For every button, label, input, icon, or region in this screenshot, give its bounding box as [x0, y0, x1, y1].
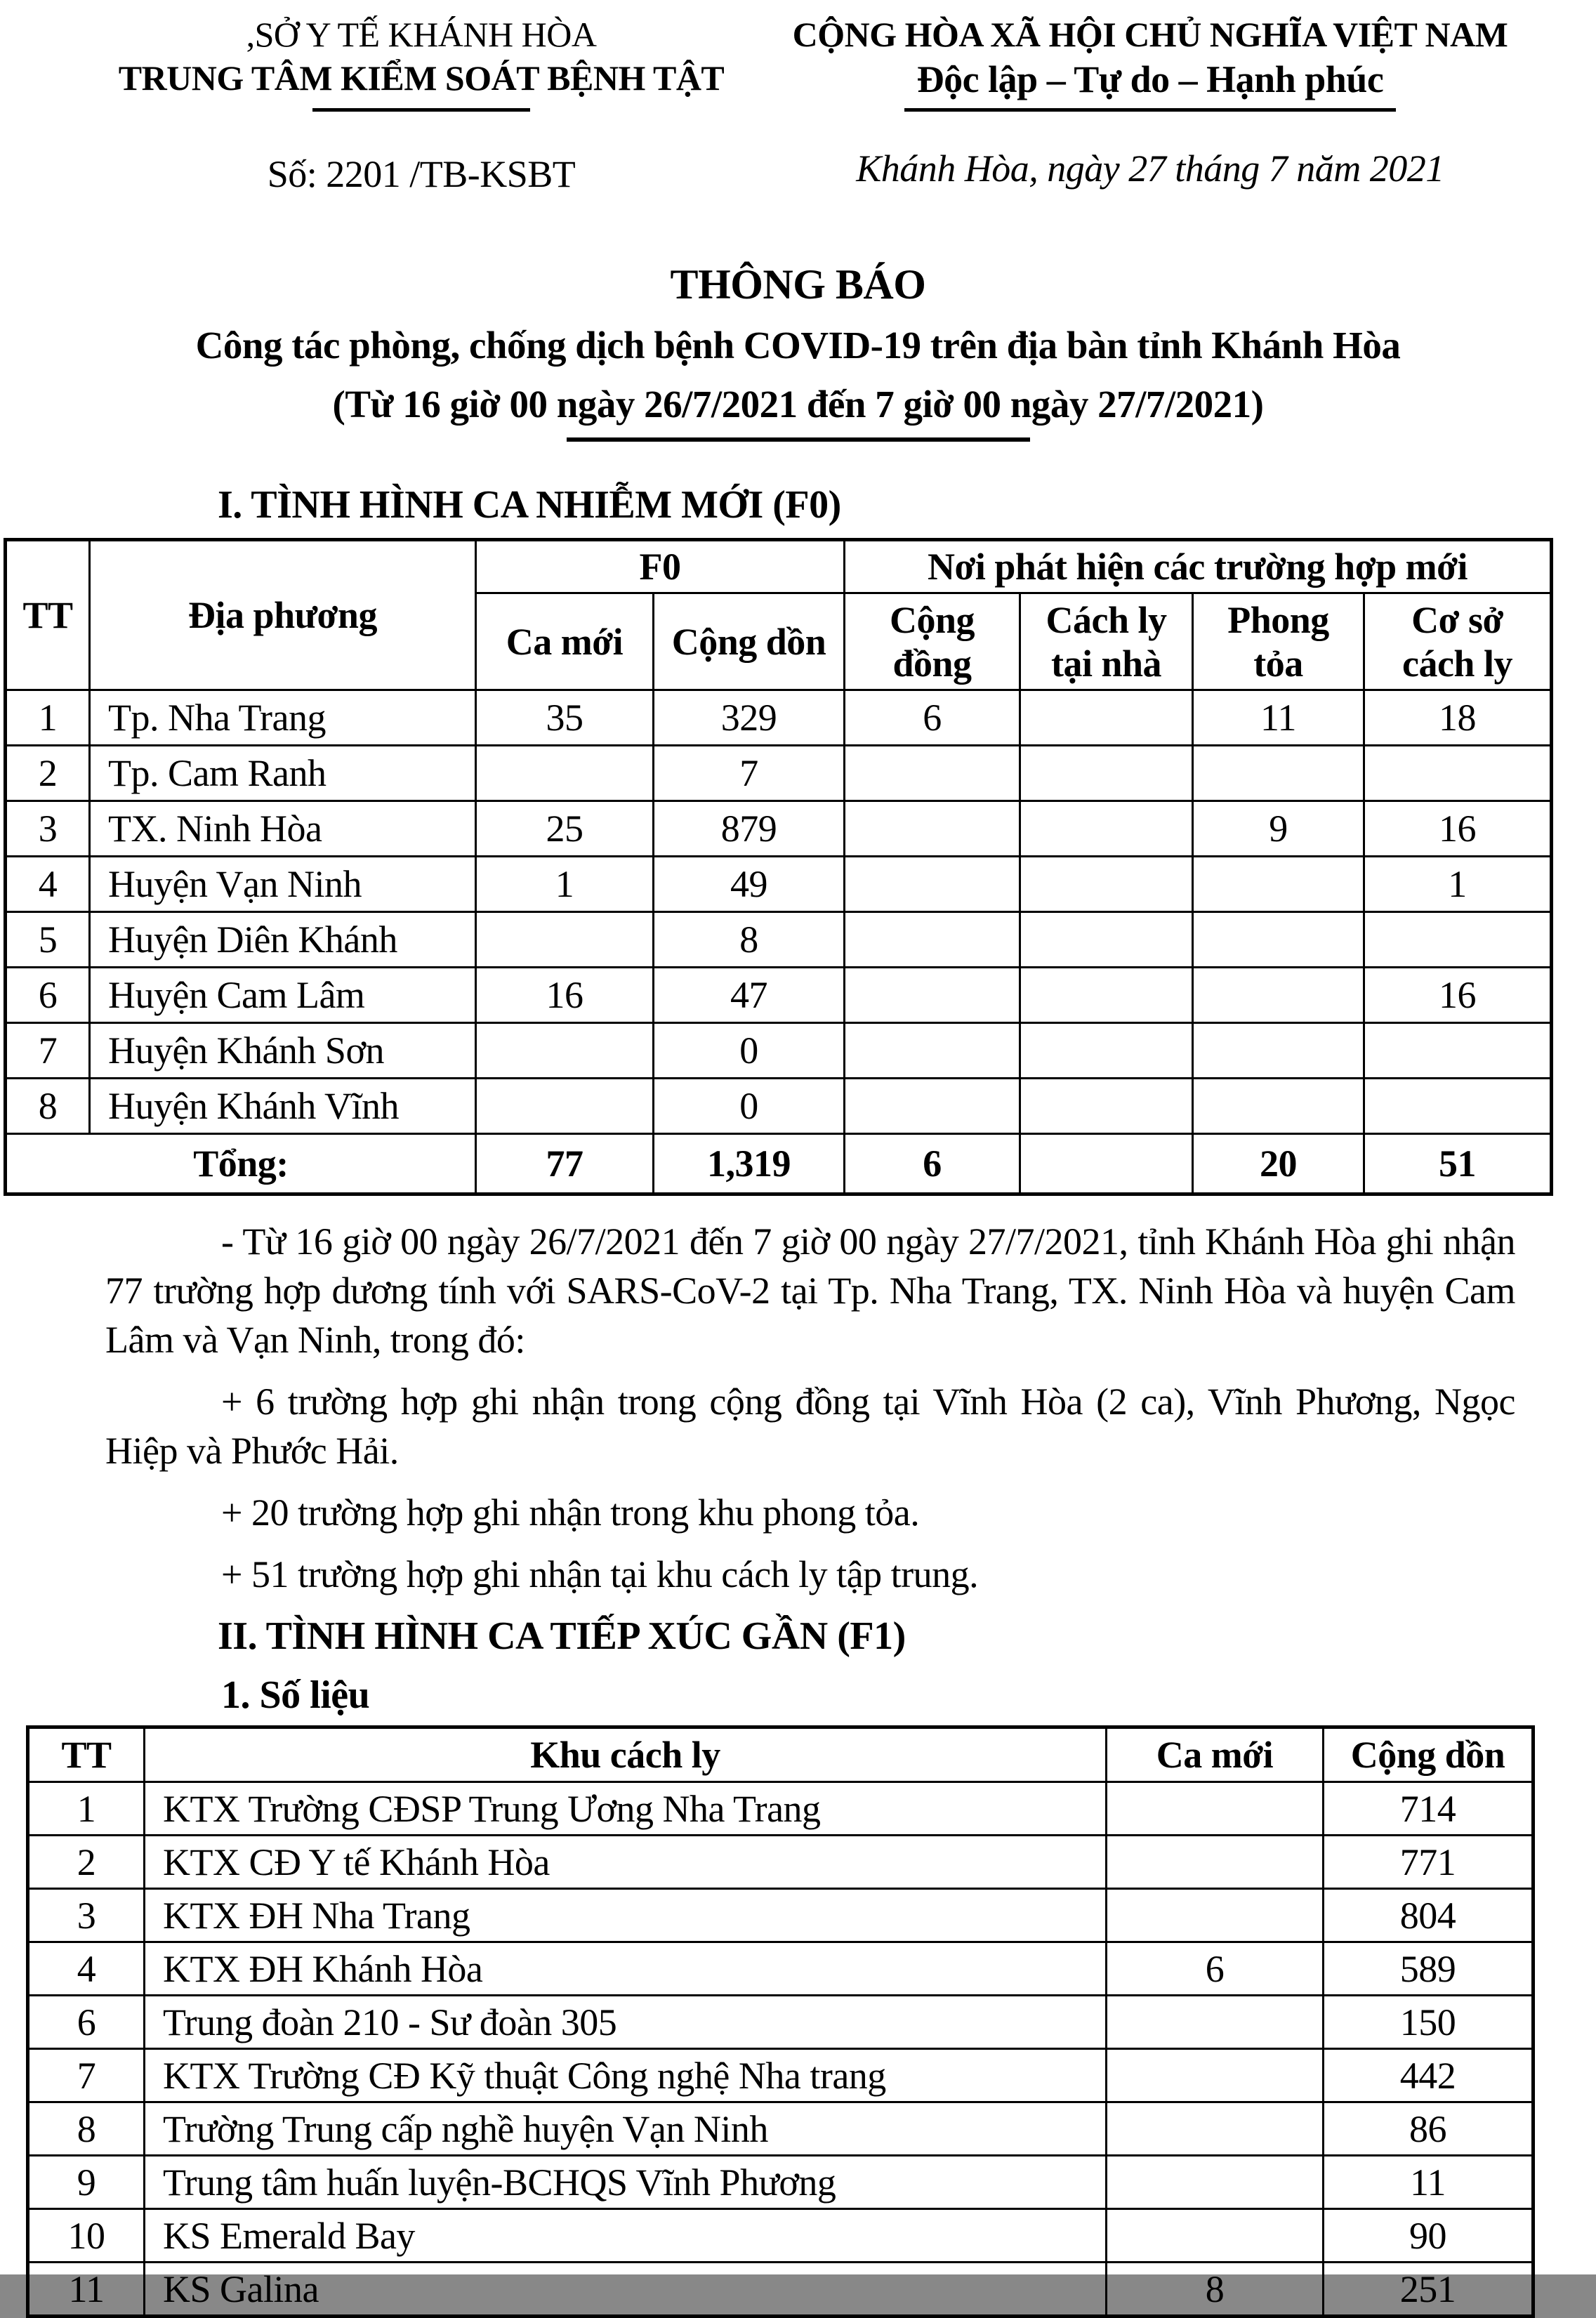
title-underline — [567, 437, 1030, 442]
country-name: CỘNG HÒA XÃ HỘI CHỦ NGHĨA VIỆT NAM — [792, 15, 1508, 54]
f0-row — [6, 968, 1552, 1023]
f0-col-lockdown: Phong tỏa — [1193, 593, 1364, 690]
f1-cell-cum: 804 — [1324, 1889, 1534, 1942]
f1-table — [26, 1725, 1535, 2318]
f1-cell-tt: 4 — [28, 1942, 145, 1996]
f1-row — [28, 1996, 1534, 2049]
national-motto-block — [753, 13, 1547, 196]
f0-cell-new: 16 — [476, 968, 654, 1023]
f0-cell-tt: 3 — [6, 801, 90, 857]
f0-col-home: Cách ly tại nhà — [1020, 593, 1193, 690]
f1-cell-cum: 442 — [1324, 2049, 1534, 2102]
f0-row — [6, 1079, 1552, 1134]
f1-cell-new — [1107, 2049, 1324, 2102]
lockdown-cases-paragraph: + 20 trường hợp ghi nhận trong khu phong tỏa. — [221, 1491, 920, 1534]
f0-table-body — [6, 690, 1552, 1134]
f1-cell-cum: 251 — [1324, 2263, 1534, 2317]
f0-cell-tt: 4 — [6, 857, 90, 912]
f1-row — [28, 1782, 1534, 1836]
f1-cell-new — [1107, 1782, 1324, 1836]
f0-cell-community: 6 — [845, 690, 1020, 746]
f0-row — [6, 690, 1552, 746]
issuing-org-block — [98, 13, 744, 196]
f1-cell-cum: 589 — [1324, 1942, 1534, 1996]
f0-cell-tt: 8 — [6, 1079, 90, 1134]
f0-cell-facility: 16 — [1364, 801, 1552, 857]
f0-cell-home — [1020, 690, 1193, 746]
summary-paragraph: - Từ 16 giờ 00 ngày 26/7/2021 đến 7 giờ 00 ngày 27/7/2021, tỉnh Khánh Hòa ghi nhận 77 trường hợp dương tính với SARS-CoV-2 tại Tp. Nha Trang, TX. Ninh Hòa và huyện Cam Lâm và Vạn Ninh, trong đó: — [105, 1220, 1515, 1361]
f1-cell-tt: 1 — [28, 1782, 145, 1836]
f0-cell-home — [1020, 801, 1193, 857]
f1-cell-new — [1107, 2102, 1324, 2156]
f1-row — [28, 1889, 1534, 1942]
f0-row — [6, 746, 1552, 801]
f0-total-row — [6, 1134, 1552, 1194]
f1-row — [28, 2102, 1534, 2156]
f0-cell-community — [845, 746, 1020, 801]
f0-cell-facility — [1364, 912, 1552, 968]
f0-cell-home — [1020, 968, 1193, 1023]
f0-row — [6, 912, 1552, 968]
f0-col-new: Ca mới — [476, 593, 654, 690]
f1-cell-tt: 9 — [28, 2156, 145, 2209]
f0-cell-new: 25 — [476, 801, 654, 857]
f0-total-facility: 51 — [1364, 1134, 1552, 1194]
f0-cell-cum: 8 — [654, 912, 845, 968]
f1-cell-zone: KTX ĐH Nha Trang — [145, 1889, 1107, 1942]
f0-cell-cum: 0 — [654, 1079, 845, 1134]
motto-underline — [904, 108, 1396, 112]
f0-total-new: 77 — [476, 1134, 654, 1194]
f0-cell-cum: 47 — [654, 968, 845, 1023]
f0-cell-new: 35 — [476, 690, 654, 746]
quarantine-cases-paragraph: + 51 trường hợp ghi nhận tại khu cách ly tập trung. — [221, 1553, 979, 1595]
f0-total-community: 6 — [845, 1134, 1020, 1194]
f0-cell-facility: 16 — [1364, 968, 1552, 1023]
f0-cell-lockdown — [1193, 746, 1364, 801]
section1-heading: I. TÌNH HÌNH CA NHIỄM MỚI (F0) — [218, 483, 841, 527]
f1-cell-cum: 714 — [1324, 1782, 1534, 1836]
f0-cell-tt: 6 — [6, 968, 90, 1023]
f0-col-facility: Cơ sở cách ly — [1364, 593, 1552, 690]
f1-cell-zone: KTX CĐ Y tế Khánh Hòa — [145, 1836, 1107, 1889]
f1-cell-zone: Trung tâm huấn luyện-BCHQS Vĩnh Phương — [145, 2156, 1107, 2209]
f0-cell-cum: 0 — [654, 1023, 845, 1079]
f0-table-header — [6, 540, 1552, 690]
f1-cell-new: 8 — [1107, 2263, 1324, 2317]
national-motto: Độc lập – Tự do – Hạnh phúc — [916, 58, 1384, 100]
f0-cell-cum: 7 — [654, 746, 845, 801]
f1-cell-new — [1107, 1889, 1324, 1942]
f0-cell-tt: 5 — [6, 912, 90, 968]
f1-cell-new: 6 — [1107, 1942, 1324, 1996]
f0-col-cum: Cộng dồn — [654, 593, 845, 690]
f1-row — [28, 2263, 1534, 2317]
f0-cell-area: Huyện Diên Khánh — [90, 912, 476, 968]
f0-cell-tt: 2 — [6, 746, 90, 801]
f0-table — [4, 538, 1553, 1196]
f0-cell-lockdown — [1193, 1023, 1364, 1079]
f1-cell-tt: 3 — [28, 1889, 145, 1942]
f1-row — [28, 2209, 1534, 2263]
f0-col-tt: TT — [6, 540, 90, 690]
f0-cell-new — [476, 912, 654, 968]
f0-cell-new — [476, 746, 654, 801]
f0-cell-community — [845, 857, 1020, 912]
f0-cell-tt: 1 — [6, 690, 90, 746]
f0-cell-facility — [1364, 1079, 1552, 1134]
f0-cell-lockdown: 9 — [1193, 801, 1364, 857]
f0-cell-cum: 49 — [654, 857, 845, 912]
f1-col-new: Ca mới — [1107, 1727, 1324, 1782]
f0-cell-lockdown — [1193, 912, 1364, 968]
f0-cell-tt: 7 — [6, 1023, 90, 1079]
f0-cell-community — [845, 912, 1020, 968]
f1-cell-cum: 150 — [1324, 1996, 1534, 2049]
document-number: Số: 2201 /TB-KSBT — [267, 153, 576, 195]
f0-cell-area: Tp. Cam Ranh — [90, 746, 476, 801]
f0-cell-home — [1020, 1079, 1193, 1134]
f0-cell-home — [1020, 912, 1193, 968]
f0-cell-area: Tp. Nha Trang — [90, 690, 476, 746]
f0-cell-facility: 1 — [1364, 857, 1552, 912]
f1-cell-tt: 10 — [28, 2209, 145, 2263]
f0-cell-community — [845, 968, 1020, 1023]
f0-cell-home — [1020, 857, 1193, 912]
f1-cell-cum: 90 — [1324, 2209, 1534, 2263]
place-date-line: Khánh Hòa, ngày 27 tháng 7 năm 2021 — [856, 147, 1444, 190]
f1-cell-new — [1107, 2209, 1324, 2263]
org-underline — [312, 108, 530, 112]
f0-cell-area: Huyện Khánh Vĩnh — [90, 1079, 476, 1134]
f0-cell-area: Huyện Cam Lâm — [90, 968, 476, 1023]
f0-cell-lockdown — [1193, 1079, 1364, 1134]
f0-cell-lockdown — [1193, 968, 1364, 1023]
f1-cell-cum: 771 — [1324, 1836, 1534, 1889]
f1-cell-tt: 2 — [28, 1836, 145, 1889]
f0-cell-lockdown: 11 — [1193, 690, 1364, 746]
f1-row — [28, 2049, 1534, 2102]
document-header — [0, 0, 1596, 196]
f1-cell-tt: 6 — [28, 1996, 145, 2049]
f0-cell-facility: 18 — [1364, 690, 1552, 746]
f0-cell-area: Huyện Vạn Ninh — [90, 857, 476, 912]
f0-total-cum: 1,319 — [654, 1134, 845, 1194]
f1-cell-zone: KTX Trường CĐ Kỹ thuật Công nghệ Nha trang — [145, 2049, 1107, 2102]
f1-cell-zone: KS Galina — [145, 2263, 1107, 2317]
f0-cell-cum: 879 — [654, 801, 845, 857]
f0-cell-new — [476, 1079, 654, 1134]
f1-cell-zone: Trường Trung cấp nghề huyện Vạn Ninh — [145, 2102, 1107, 2156]
f0-cell-community — [845, 801, 1020, 857]
f0-row — [6, 1023, 1552, 1079]
f1-cell-cum: 11 — [1324, 2156, 1534, 2209]
org-name: TRUNG TÂM KIỂM SOÁT BỆNH TẬT — [118, 58, 725, 98]
f0-col-community: Cộng đồng — [845, 593, 1020, 690]
community-cases-paragraph: + 6 trường hợp ghi nhận trong cộng đồng tại Vĩnh Hòa (2 ca), Vĩnh Phương, Ngọc Hiệp và Phước Hải. — [105, 1381, 1515, 1472]
f0-total-label: Tổng: — [6, 1134, 476, 1194]
f0-cell-home — [1020, 746, 1193, 801]
f0-cell-area: Huyện Khánh Sơn — [90, 1023, 476, 1079]
f1-cell-tt: 11 — [28, 2263, 145, 2317]
f1-cell-zone: KTX ĐH Khánh Hòa — [145, 1942, 1107, 1996]
f0-cell-facility — [1364, 746, 1552, 801]
f1-col-zone: Khu cách ly — [145, 1727, 1107, 1782]
f0-cell-new — [476, 1023, 654, 1079]
f0-col-area: Địa phương — [90, 540, 476, 690]
f0-cell-community — [845, 1079, 1020, 1134]
f1-cell-zone: KTX Trường CĐSP Trung Ương Nha Trang — [145, 1782, 1107, 1836]
f0-cell-facility — [1364, 1023, 1552, 1079]
f0-cell-area: TX. Ninh Hòa — [90, 801, 476, 857]
f1-cell-zone: KS Emerald Bay — [145, 2209, 1107, 2263]
document-title: THÔNG BÁO — [670, 261, 926, 308]
section2-heading: II. TÌNH HÌNH CA TIẾP XÚC GẦN (F1) — [218, 1614, 906, 1658]
f1-cell-new — [1107, 2156, 1324, 2209]
f1-table-body — [28, 1782, 1534, 2317]
f0-cell-new: 1 — [476, 857, 654, 912]
f1-cell-tt: 7 — [28, 2049, 145, 2102]
f1-cell-tt: 8 — [28, 2102, 145, 2156]
document-subtitle: Công tác phòng, chống dịch bệnh COVID-19 trên địa bàn tỉnh Khánh Hòa — [195, 324, 1401, 367]
f1-col-tt: TT — [28, 1727, 145, 1782]
title-block — [0, 258, 1596, 442]
f0-group-place: Nơi phát hiện các trường hợp mới — [845, 540, 1552, 593]
f0-total-home — [1020, 1134, 1193, 1194]
f1-row — [28, 1836, 1534, 1889]
org-parent-name: ,SỞ Y TẾ KHÁNH HÒA — [246, 15, 597, 54]
f0-cell-home — [1020, 1023, 1193, 1079]
f1-row — [28, 2156, 1534, 2209]
f0-total-lockdown: 20 — [1193, 1134, 1364, 1194]
f1-col-cum: Cộng dồn — [1324, 1727, 1534, 1782]
f0-cell-lockdown — [1193, 857, 1364, 912]
f1-cell-zone: Trung đoàn 210 - Sư đoàn 305 — [145, 1996, 1107, 2049]
f0-cell-cum: 329 — [654, 690, 845, 746]
f0-row — [6, 857, 1552, 912]
f1-cell-new — [1107, 1836, 1324, 1889]
f0-cell-community — [845, 1023, 1020, 1079]
f1-row — [28, 1942, 1534, 1996]
f1-table-header — [28, 1727, 1534, 1782]
section2-subheading: 1. Số liệu — [221, 1673, 370, 1717]
f0-row — [6, 801, 1552, 857]
f0-group-f0: F0 — [476, 540, 845, 593]
f1-cell-new — [1107, 1996, 1324, 2049]
document-period: (Từ 16 giờ 00 ngày 26/7/2021 đến 7 giờ 00 ngày 27/7/2021) — [332, 383, 1264, 426]
f1-cell-cum: 86 — [1324, 2102, 1534, 2156]
